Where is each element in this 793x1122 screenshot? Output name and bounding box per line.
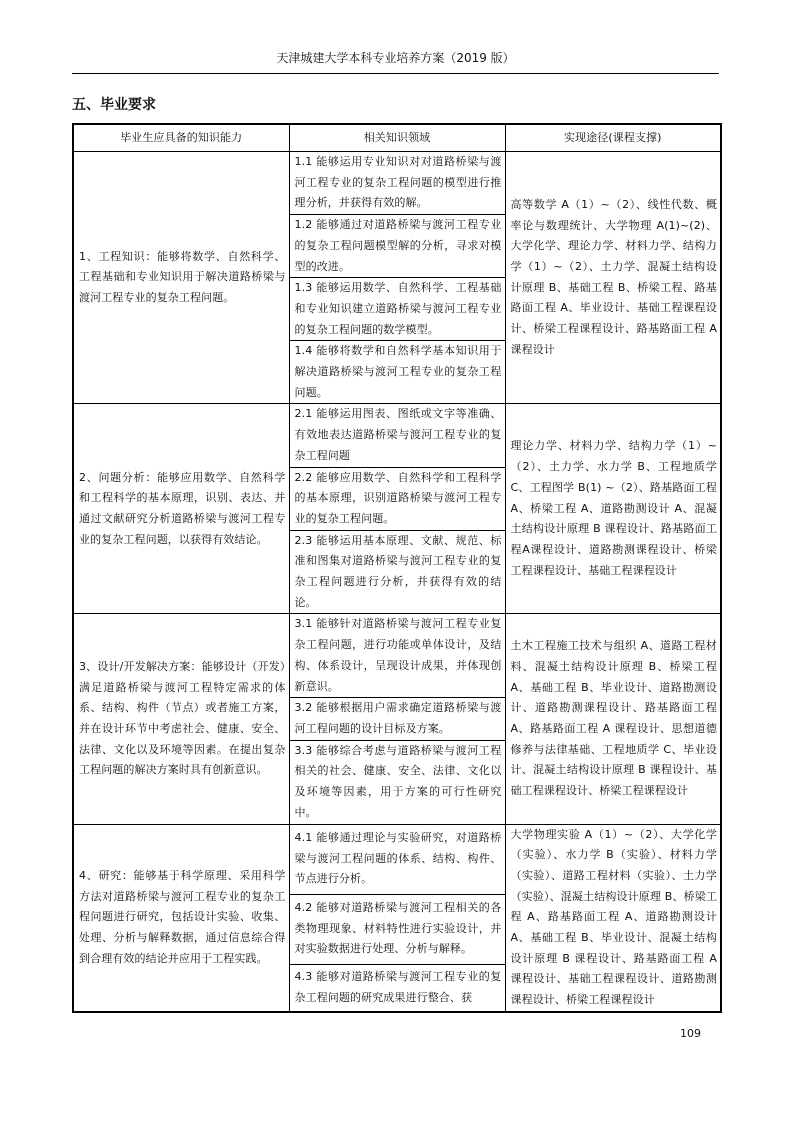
table-row [73, 152, 721, 215]
knowledge-area-cell: 2.3 能够运用基本原理、文献、规范、标准和图集对道路桥梁与渡河工程专业的复杂工程问题进行分析，并获得有效的结论。 [289, 530, 505, 614]
running-header: 天津城建大学本科专业培养方案（2019 版） [276, 51, 515, 65]
knowledge-area-cell: 4.2 能够对道路桥梁与渡河工程相关的各类物理现象、材料特性进行实验设计，并对实验数据进行处理、分析与解释。 [289, 894, 505, 964]
knowledge-area-cell: 1.2 能够通过对道路桥梁与渡河工程专业的复杂工程问题模型解的分析，寻求对模型的改进。 [289, 215, 505, 278]
table-row [73, 824, 721, 894]
column-header-ability: 毕业生应具备的知识能力 [73, 124, 289, 152]
column-header-knowledge-area: 相关知识领域 [289, 124, 505, 152]
ability-cell: 2、问题分析：能够应用数学、自然科学和工程科学的基本原理，识别、表达、并通过文献研究分析道路桥梁与渡河工程专业的复杂工程问题，以获得有效结论。 [73, 404, 289, 614]
page-number: 109 [680, 1027, 701, 1040]
course-support-cell: 大学物理实验 A（1）~（2）、大学化学（实验）、水力学 B（实验）、材料力学（实验）、道路工程材料（实验）、土力学（实验）、混凝土结构设计原理 B、桥梁工程 A、路基路面工程 A、道路勘测设计 A、基础工程 B、毕业设计、混凝土结构设计原理 B 课程设计、路基路面工程 A 课程设计、基础工程课程设计、道路勘测课程设计、桥梁工程课程设计 [505, 824, 721, 1012]
knowledge-area-cell: 3.2 能够根据用户需求确定道路桥梁与渡河工程问题的设计目标及方案。 [289, 698, 505, 740]
table-header-row [73, 124, 721, 152]
course-support-cell: 土木工程施工技术与组织 A、道路工程材料、混凝土结构设计原理 B、桥梁工程 A、基础工程 B、毕业设计、道路勘测设计、道路勘测课程设计、路基路面工程 A、路基路面工程 A 课程设计、思想道德修养与法律基础、工程地质学 C、毕业设计、混凝土结构设计原理 B 课程设计、基础工程课程设计、桥梁工程课程设计 [505, 614, 721, 824]
section-title: 五、毕业要求 [72, 97, 156, 113]
table-row [73, 404, 721, 467]
knowledge-area-cell: 2.1 能够运用图表、图纸或文字等准确、有效地表达道路桥梁与渡河工程专业的复杂工程问题 [289, 404, 505, 467]
knowledge-area-cell: 3.1 能够针对道路桥梁与渡河工程专业复杂工程问题，进行功能或单体设计，及结构、体系设计，呈现设计成果，并体现创新意识。 [289, 614, 505, 698]
header-rule [72, 73, 719, 74]
course-support-cell: 理论力学、材料力学、结构力学（1）~（2）、土力学、水力学 B、工程地质学 C、工程图学 B(1) ~（2）、路基路面工程 A、桥梁工程 A、道路勘测设计 A、混凝土结构设计原理 B 课程设计、路基路面工程A课程设计、道路勘测课程设计、桥梁工程课程设计、基础工程课程设计 [505, 404, 721, 614]
ability-cell: 3、设计/开发解决方案：能够设计（开发）满足道路桥梁与渡河工程特定需求的体系、结构、构件（节点）或者施工方案，并在设计环节中考虑社会、健康、安全、法律、文化以及环境等因素。在提出复杂工程问题的解决方案时具有创新意识。 [73, 614, 289, 824]
course-support-cell: 高等数学 A（1）~（2）、线性代数、概率论与数理统计、大学物理 A(1)~(2)、大学化学、理论力学、材料力学、结构力学（1）~（2）、土力学、混凝土结构设计原理 B、基础工程 B、桥梁工程、路基路面工程 A、毕业设计、基础工程课程设计、桥梁工程课程设计、路基路面工程 A 课程设计 [505, 152, 721, 404]
graduation-requirements-table [72, 123, 722, 1013]
ability-cell: 1、工程知识：能够将数学、自然科学、工程基础和专业知识用于解决道路桥梁与渡河工程专业的复杂工程问题。 [73, 152, 289, 404]
knowledge-area-cell: 4.3 能够对道路桥梁与渡河工程专业的复杂工程问题的研究成果进行整合、获 [289, 964, 505, 1012]
knowledge-area-cell: 1.4 能够将数学和自然科学基本知识用于解决道路桥梁与渡河工程专业的复杂工程问题。 [289, 341, 505, 404]
knowledge-area-cell: 1.1 能够运用专业知识对对道路桥梁与渡河工程专业的复杂工程问题的模型进行推理分析，并获得有效的解。 [289, 152, 505, 215]
knowledge-area-cell: 4.1 能够通过理论与实验研究，对道路桥梁与渡河工程问题的体系、结构、构件、节点进行分析。 [289, 824, 505, 894]
knowledge-area-cell: 1.3 能够运用数学、自然科学、工程基础和专业知识建立道路桥梁与渡河工程专业的复杂工程问题的数学模型。 [289, 278, 505, 341]
ability-cell: 4、研究：能够基于科学原理、采用科学方法对道路桥梁与渡河工程专业的复杂工程问题进行研究，包括设计实验、收集、处理、分析与解释数据，通过信息综合得到合理有效的结论并应用于工程实践。 [73, 824, 289, 1012]
knowledge-area-cell: 2.2 能够应用数学、自然科学和工程科学的基本原理，识别道路桥梁与渡河工程专业的复杂工程问题。 [289, 467, 505, 530]
knowledge-area-cell: 3.3 能够综合考虑与道路桥梁与渡河工程相关的社会、健康、安全、法律、文化以及环境等因素，用于方案的可行性研究中。 [289, 740, 505, 824]
table-row [73, 614, 721, 698]
column-header-course-support: 实现途径(课程支撑) [505, 124, 721, 152]
